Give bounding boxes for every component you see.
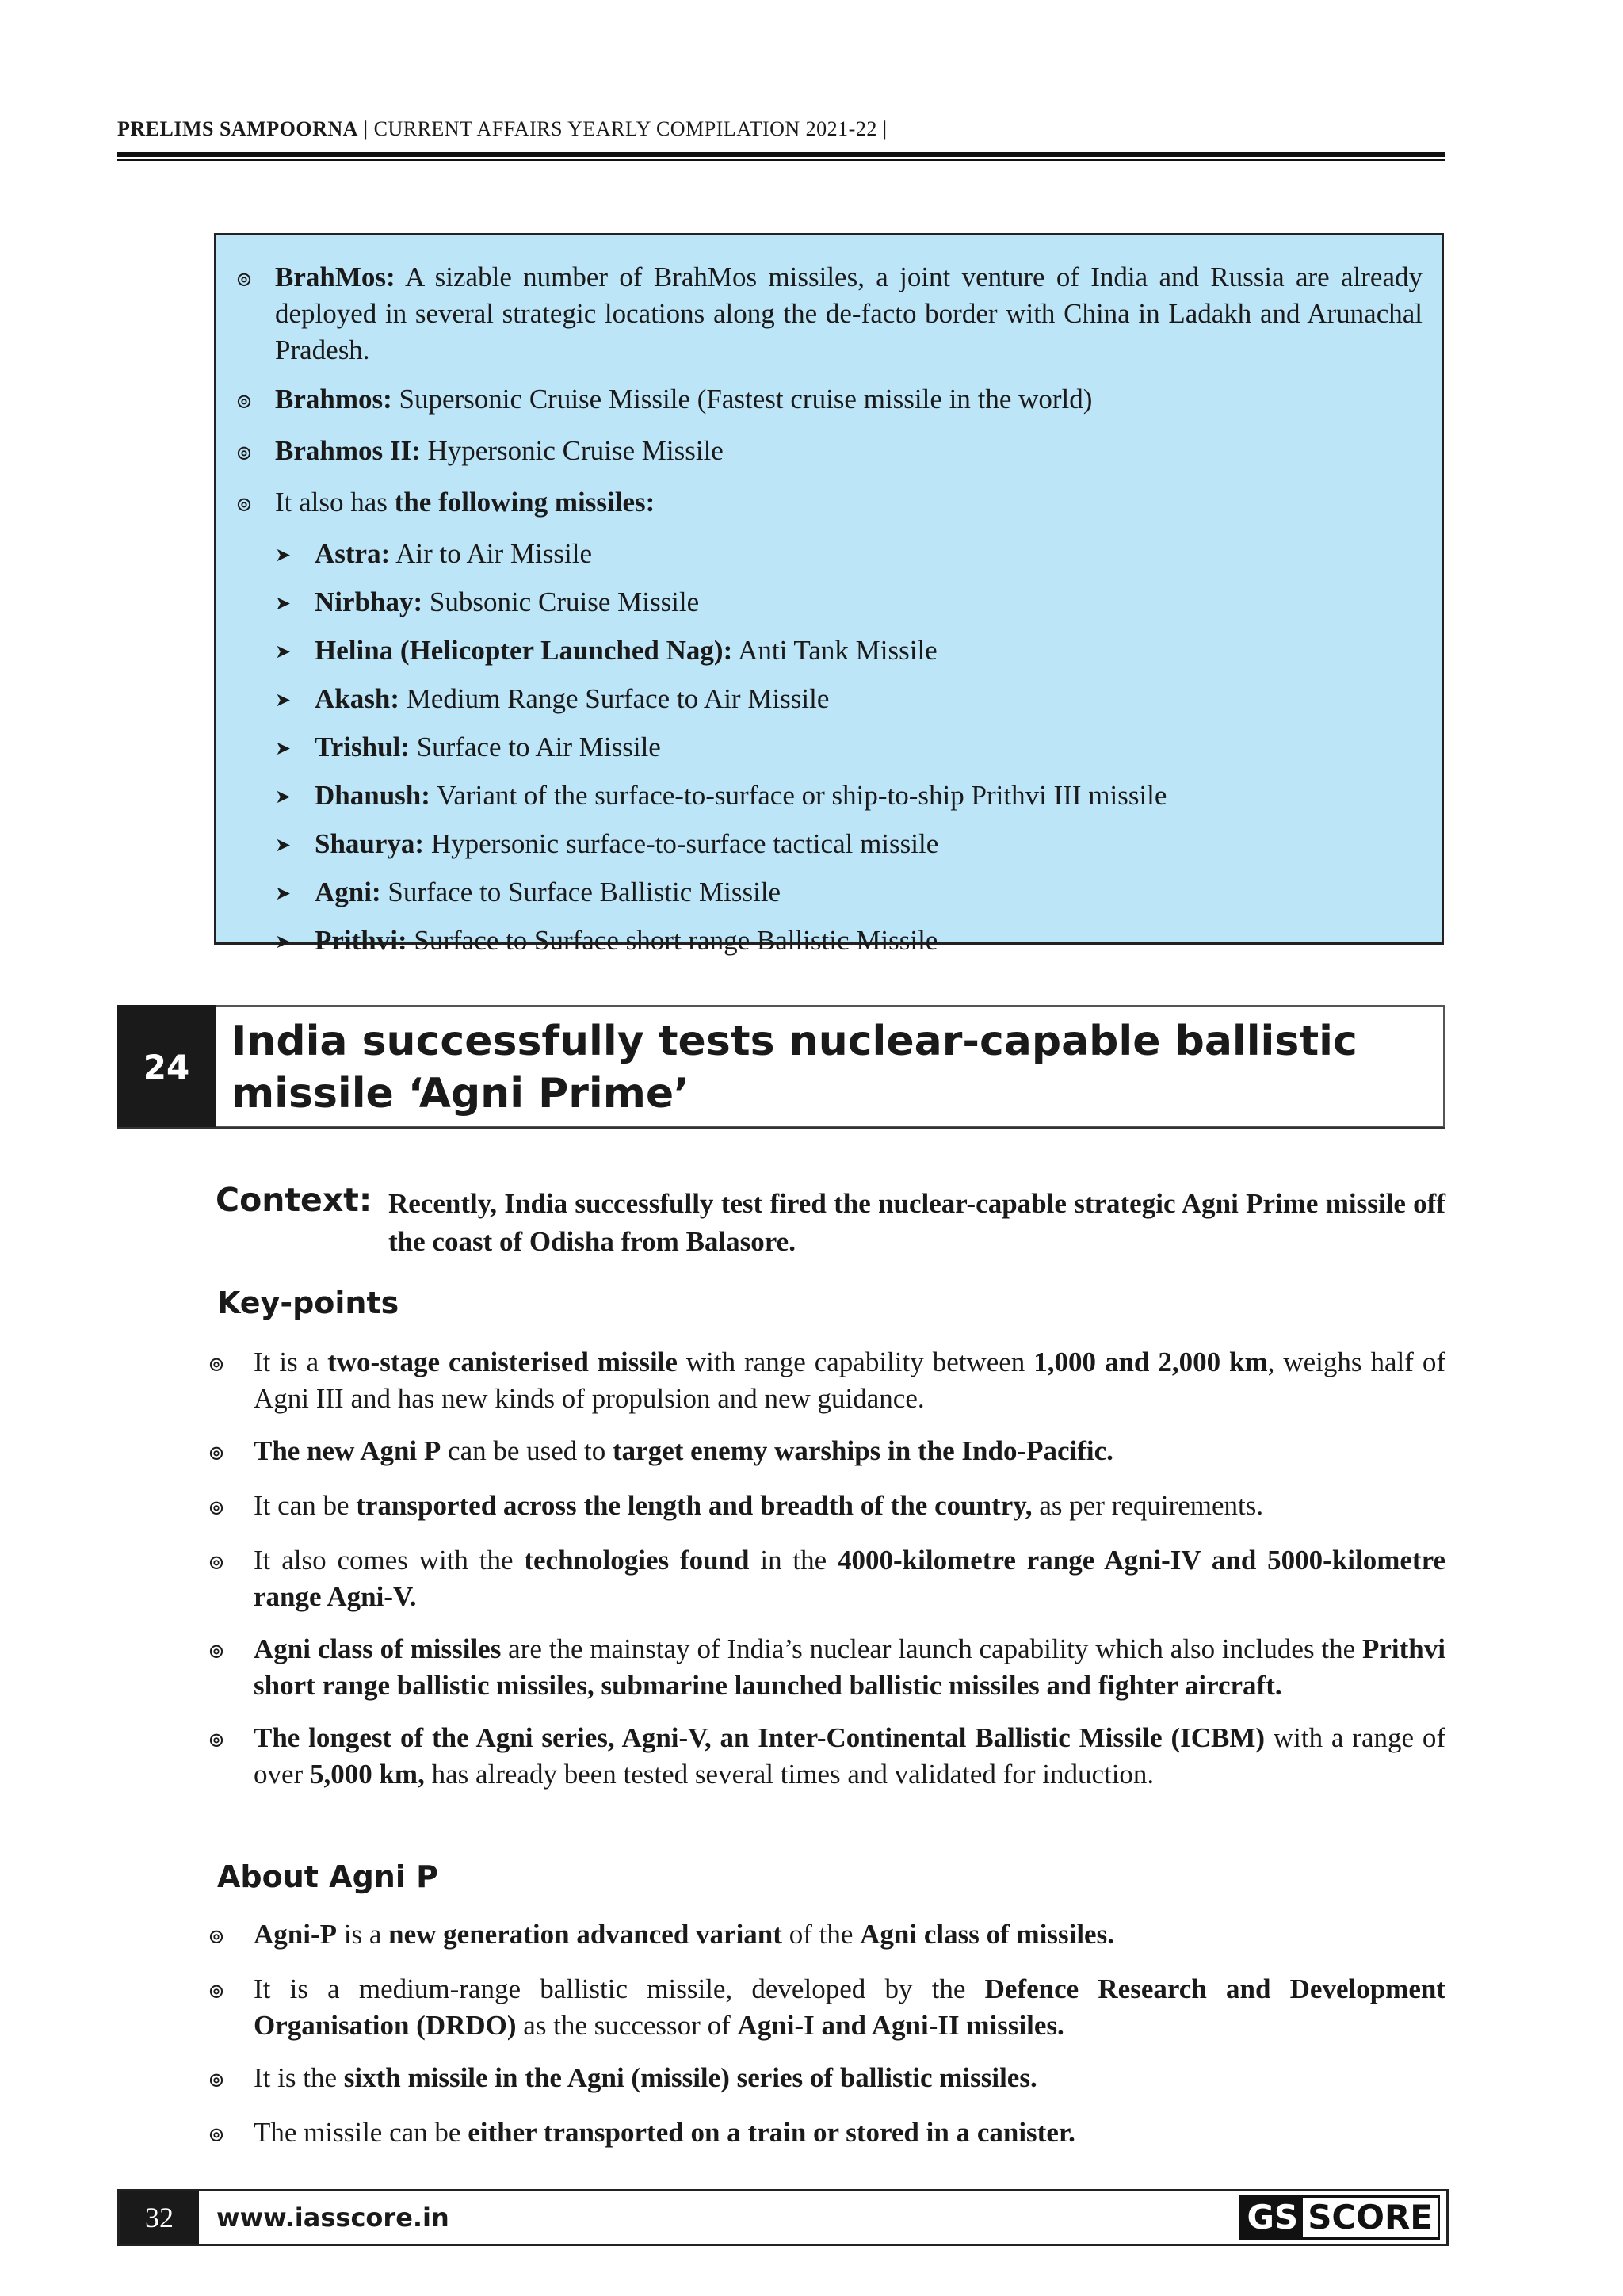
keypoints-heading: Key-points — [217, 1286, 399, 1320]
list-item: ⊚ It can be transported across the length and breadth of the country, as per requirements. — [208, 1488, 1445, 1526]
missile-list-item: ➤ Helina (Helicopter Launched Nag): Anti Tank Missile — [275, 632, 1423, 670]
arrow-bullet-icon: ➤ — [275, 594, 292, 614]
box-bullet: ⊚ Brahmos: Supersonic Cruise Missile (Fastest cruise missile in the world) — [235, 381, 1423, 420]
missile-list-item: ➤ Prithvi: Surface to Surface short range Ballistic Missile — [275, 923, 1423, 961]
circle-bullet-icon: ⊚ — [235, 493, 253, 516]
list-item: ⊚ It also comes with the technologies found in the 4000-kilometre range Agni-IV and 5000-kilometre range Agni-V. — [208, 1542, 1445, 1615]
circle-bullet-icon: ⊚ — [235, 268, 253, 291]
missile-list-item: ➤ Dhanush: Variant of the surface-to-surface or ship-to-ship Prithvi III missile — [275, 777, 1423, 816]
missile-list-item: ➤ Nirbhay: Subsonic Cruise Missile — [275, 584, 1423, 622]
arrow-bullet-icon: ➤ — [275, 690, 292, 711]
keypoints-list — [208, 1344, 1445, 1809]
missile-list-item: ➤ Trishul: Surface to Air Missile — [275, 729, 1423, 767]
header-title-bold: PRELIMS SAMPOORNA — [117, 117, 358, 140]
header-rule — [117, 152, 1445, 157]
arrow-bullet-icon: ➤ — [275, 787, 292, 808]
list-item: ⊚ It is the sixth missile in the Agni (missile) series of ballistic missiles. — [208, 2060, 1445, 2099]
circle-bullet-icon: ⊚ — [208, 1980, 225, 2003]
circle-bullet-icon: ⊚ — [208, 1729, 225, 1752]
context-text: Recently, India successfully test fired the nuclear-capable strategic Agni Prime missile off the coast of Odisha from Balasore. — [388, 1188, 1445, 1257]
circle-bullet-icon: ⊚ — [208, 1925, 225, 1948]
logo-score: SCORE — [1308, 2198, 1433, 2237]
section-rule — [117, 1127, 1445, 1129]
page-footer — [117, 2189, 1449, 2246]
header-rule-thin — [117, 159, 1445, 161]
page-number: 32 — [120, 2191, 199, 2244]
circle-bullet-icon: ⊚ — [235, 390, 253, 413]
context-label: Context: — [216, 1181, 372, 1219]
circle-bullet-icon: ⊚ — [208, 1551, 225, 1574]
list-item: ⊚ Agni class of missiles are the mainstay of India’s nuclear launch capability which also includes the Prithvi short range ballistic missiles, submarine launched ballistic missiles and fighter aircraft. — [208, 1631, 1445, 1704]
circle-bullet-icon: ⊚ — [235, 441, 253, 464]
circle-bullet-icon: ⊚ — [208, 2069, 225, 2092]
missile-list-item: ➤ Shaurya: Hypersonic surface-to-surface tactical missile — [275, 826, 1423, 864]
missile-list-item: ➤ Akash: Medium Range Surface to Air Missile — [275, 681, 1423, 719]
circle-bullet-icon: ⊚ — [208, 2123, 225, 2146]
missiles-info-box — [214, 233, 1444, 956]
box-bullet: ⊚ BrahMos: A sizable number of BrahMos missiles, a joint venture of India and Russia are already deployed in several strategic locations along the de-facto border with China in Ladakh and Arunachal Pradesh. — [235, 259, 1423, 369]
arrow-bullet-icon: ➤ — [275, 932, 292, 953]
about-heading: About Agni P — [217, 1859, 438, 1894]
arrow-bullet-icon: ➤ — [275, 835, 292, 856]
list-item: ⊚ The missile can be either transported on a train or stored in a canister. — [208, 2115, 1445, 2153]
circle-bullet-icon: ⊚ — [208, 1640, 225, 1663]
list-item: ⊚ It is a two-stage canisterised missile with range capability between 1,000 and 2,000 km, weighs half of Agni III and has new kinds of propulsion and new guidance. — [208, 1344, 1445, 1417]
list-item: ⊚ The longest of the Agni series, Agni-V, an Inter-Continental Ballistic Missile (ICBM) with a range of over 5,000 km, has already been tested several times and validated for induction. — [208, 1720, 1445, 1793]
circle-bullet-icon: ⊚ — [208, 1353, 225, 1376]
list-item: ⊚ It is a medium-range ballistic missile, developed by the Defence Research and Development Organisation (DRDO) as the successor of Agni-I and Agni-II missiles. — [208, 1971, 1445, 2044]
box-bullet: ⊚ Brahmos II: Hypersonic Cruise Missile — [235, 433, 1423, 472]
box-bullet: ⊚ It also has the following missiles: — [235, 484, 1423, 523]
section-title: India successfully tests nuclear-capable ballistic missile ‘Agni Prime’ — [216, 1005, 1445, 1129]
list-item: ⊚ Agni-P is a new generation advanced variant of the Agni class of missiles. — [208, 1916, 1445, 1955]
about-list — [208, 1916, 1445, 2169]
logo-gs: GS — [1242, 2198, 1303, 2237]
missile-list-item: ➤ Agni: Surface to Surface Ballistic Missile — [275, 874, 1423, 912]
list-item: ⊚ The new Agni P can be used to target enemy warships in the Indo-Pacific. — [208, 1433, 1445, 1472]
gsscore-logo — [1239, 2195, 1440, 2240]
arrow-bullet-icon: ➤ — [275, 884, 292, 904]
section-number: 24 — [117, 1005, 216, 1129]
footer-url: www.iasscore.in — [216, 2202, 449, 2233]
arrow-bullet-icon: ➤ — [275, 739, 292, 759]
circle-bullet-icon: ⊚ — [208, 1442, 225, 1465]
missile-list-item: ➤ Astra: Air to Air Missile — [275, 536, 1423, 574]
circle-bullet-icon: ⊚ — [208, 1496, 225, 1519]
arrow-bullet-icon: ➤ — [275, 545, 292, 566]
arrow-bullet-icon: ➤ — [275, 642, 292, 663]
running-header — [117, 117, 1445, 141]
header-title-rest: | CURRENT AFFAIRS YEARLY COMPILATION 2021-22 | — [357, 117, 888, 140]
